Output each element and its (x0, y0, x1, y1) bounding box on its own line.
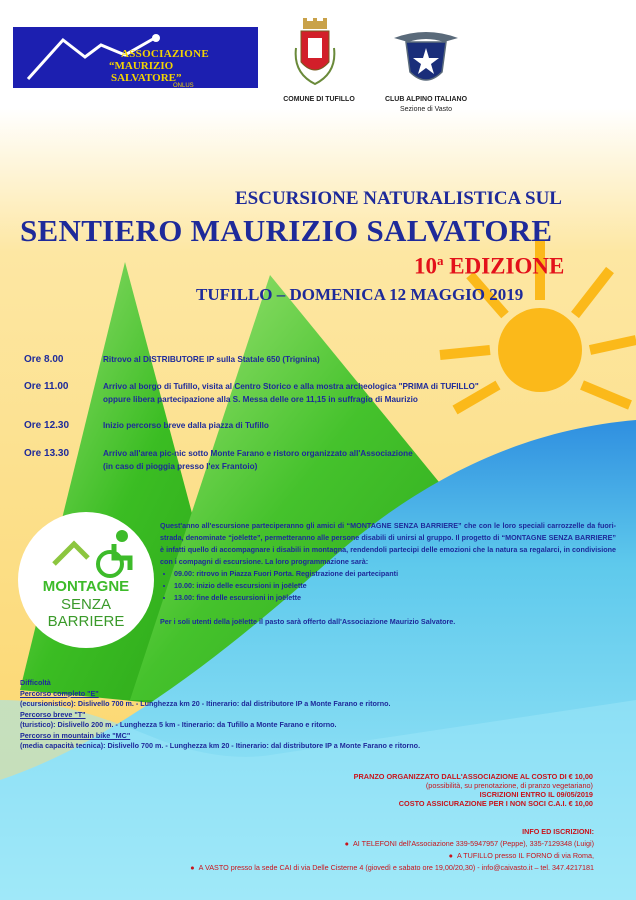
lunch-section (354, 772, 593, 808)
logo-line1: ASSOCIAZIONE (121, 48, 209, 60)
info-phone: ● AI TELEFONI dell'Associazione 339-5947957 (Peppe), 335-7129348 (Luigi) (344, 839, 594, 848)
cai-caption: CLUB ALPINO ITALIANO (384, 96, 468, 103)
title-line1: ESCURSIONE NATURALISTICA SUL (235, 188, 562, 209)
route-short-text: (turistico): Dislivello 200 m. - Lunghezza 5 km - Itinerario: da Tufillo a Monte Farano e ritorno. (20, 720, 337, 729)
schedule-desc: oppure libera partecipazione alla S. Messa delle ore 11,15 in suffragio di Maurizio (103, 395, 418, 404)
schedule-desc: Arrivo all'area pic-nic sotto Monte Farano e ristoro organizzato all'Associazione (103, 449, 413, 458)
difficulty-section (20, 678, 420, 752)
lunch-line2: (possibilità, su prenotazione, di pranzo vegetariano) (425, 781, 593, 790)
schedule-desc: Ritrovo al DISTRIBUTORE IP sulla Statale 650 (Trignina) (103, 355, 320, 364)
schedule-time: Ore 11.00 (24, 381, 69, 392)
info-tufillo-text: A TUFILLO presso IL FORNO di via Roma, (456, 851, 594, 860)
msb-description (160, 520, 616, 628)
msb-logo-line2: SENZA (60, 596, 111, 613)
logo-line4: ONLUS (173, 83, 194, 89)
schedule-time: Ore 8.00 (24, 354, 64, 365)
edition-sup: a (437, 253, 444, 268)
cai-subcaption: Sezione di Vasto (399, 106, 452, 113)
tufillo-crest-icon (293, 18, 337, 90)
association-logo (13, 27, 258, 88)
lunch-line1: PRANZO ORGANIZZATO DALL'ASSOCIAZIONE AL COSTO DI € 10,00 (353, 772, 593, 781)
msb-list-item: • 10.00: inizio delle escursioni in joëlette (174, 580, 616, 592)
schedule-desc: (in caso di pioggia presso l'ex Frantoio) (103, 462, 258, 471)
lunch-line4: COSTO ASSICURAZIONE PER I NON SOCI C.A.I. € 10,00 (398, 799, 593, 808)
route-mtb-text: (media capacità tecnica): Dislivello 700 m. - Lunghezza km 20 - Itinerario: dal distributore IP a Monte Farano e ritorno. (20, 741, 421, 750)
schedule-time: Ore 13.30 (24, 448, 70, 459)
route-short-title: Percorso breve "T" (20, 709, 86, 719)
logo-line2: “MAURIZIO (109, 60, 174, 72)
info-title: INFO ED ISCRIZIONI: (522, 827, 594, 836)
info-tufillo: ● A TUFILLO presso IL FORNO di via Roma, (448, 851, 594, 860)
info-vasto-text: A VASTO presso la sede CAI di via Delle Cisterne 4 (giovedì e sabato ore 19,00/20,30) - info@caivasto.it – tel. 347.4217181 (198, 863, 594, 872)
msb-list (160, 568, 616, 604)
msb-logo-line1: MONTAGNE (42, 578, 130, 595)
edition-title (414, 253, 564, 280)
comune-caption: COMUNE DI TUFILLO (283, 96, 355, 103)
edition-word: EDIZIONE (443, 253, 565, 279)
info-vasto: ● A VASTO presso la sede CAI di via Delle Cisterne 4 (giovedì e sabato ore 19,00/20,30) - info@caivasto.it – tel. 347.4217181 (190, 863, 594, 872)
lunch-line3: ISCRIZIONI ENTRO IL 09/05/2019 (479, 790, 593, 799)
route-mtb-title: Percorso in mountain bike "MC" (20, 730, 131, 740)
difficulty-heading: Difficoltà (20, 678, 51, 687)
info-phone-text: AI TELEFONI dell'Associazione 339-5947957 (Peppe), 335-7129348 (Luigi) (353, 839, 594, 848)
msb-logo (18, 512, 154, 648)
info-section (190, 826, 594, 874)
cai-logo-icon (392, 28, 460, 90)
msb-paragraph: Quest'anno all'escursione parteciperanno gli amici di “MONTAGNE SENZA BARRIERE” che con le loro speciali carrozzelle da fuori-strada, denominate “joëlette”, permetteranno alle persone disabili di unirsi al gruppo. Il progetto di “MONTAGNE SENZA BARRIERE” è infatti quello di accompagnare i disabili in montagna, rendendoli partecipi delle emozioni che la natura sa regalarci, in condivisione con i compagni di escursione. La loro programmazione sarà: (160, 521, 616, 566)
edition-number: 10 (414, 253, 437, 279)
date-title: TUFILLO – DOMENICA 12 MAGGIO 2019 (196, 285, 524, 304)
msb-list-item: • 13.00: fine delle escursioni in joëlette (174, 592, 616, 604)
msb-list-item: • 09.00: ritrovo in Piazza Fuori Porta. Registrazione dei partecipanti (174, 568, 616, 580)
msb-note: Per i soli utenti della joëlette il pasto sarà offerto dall'Associazione Maurizio Salvatore. (160, 617, 456, 626)
route-full-title: Percorso completo "E" (20, 688, 99, 698)
title-line2: SENTIERO MAURIZIO SALVATORE (20, 213, 553, 248)
route-full-text: (ecursionistico): Dislivello 700 m. - Lunghezza km 20 - Itinerario: dal distributore IP a Monte Farano e ritorno. (20, 699, 391, 708)
msb-logo-line3: BARRIERE (47, 613, 125, 630)
schedule-desc: Inizio percorso breve dalla piazza di Tufillo (103, 421, 269, 430)
schedule-desc: Arrivo al borgo di Tufillo, visita al Centro Storico e alla mostra archeologica "PRIMA di TUFILLO" (103, 382, 479, 391)
schedule-time: Ore 12.30 (24, 420, 70, 431)
logo-line3: SALVATORE” (111, 72, 182, 84)
